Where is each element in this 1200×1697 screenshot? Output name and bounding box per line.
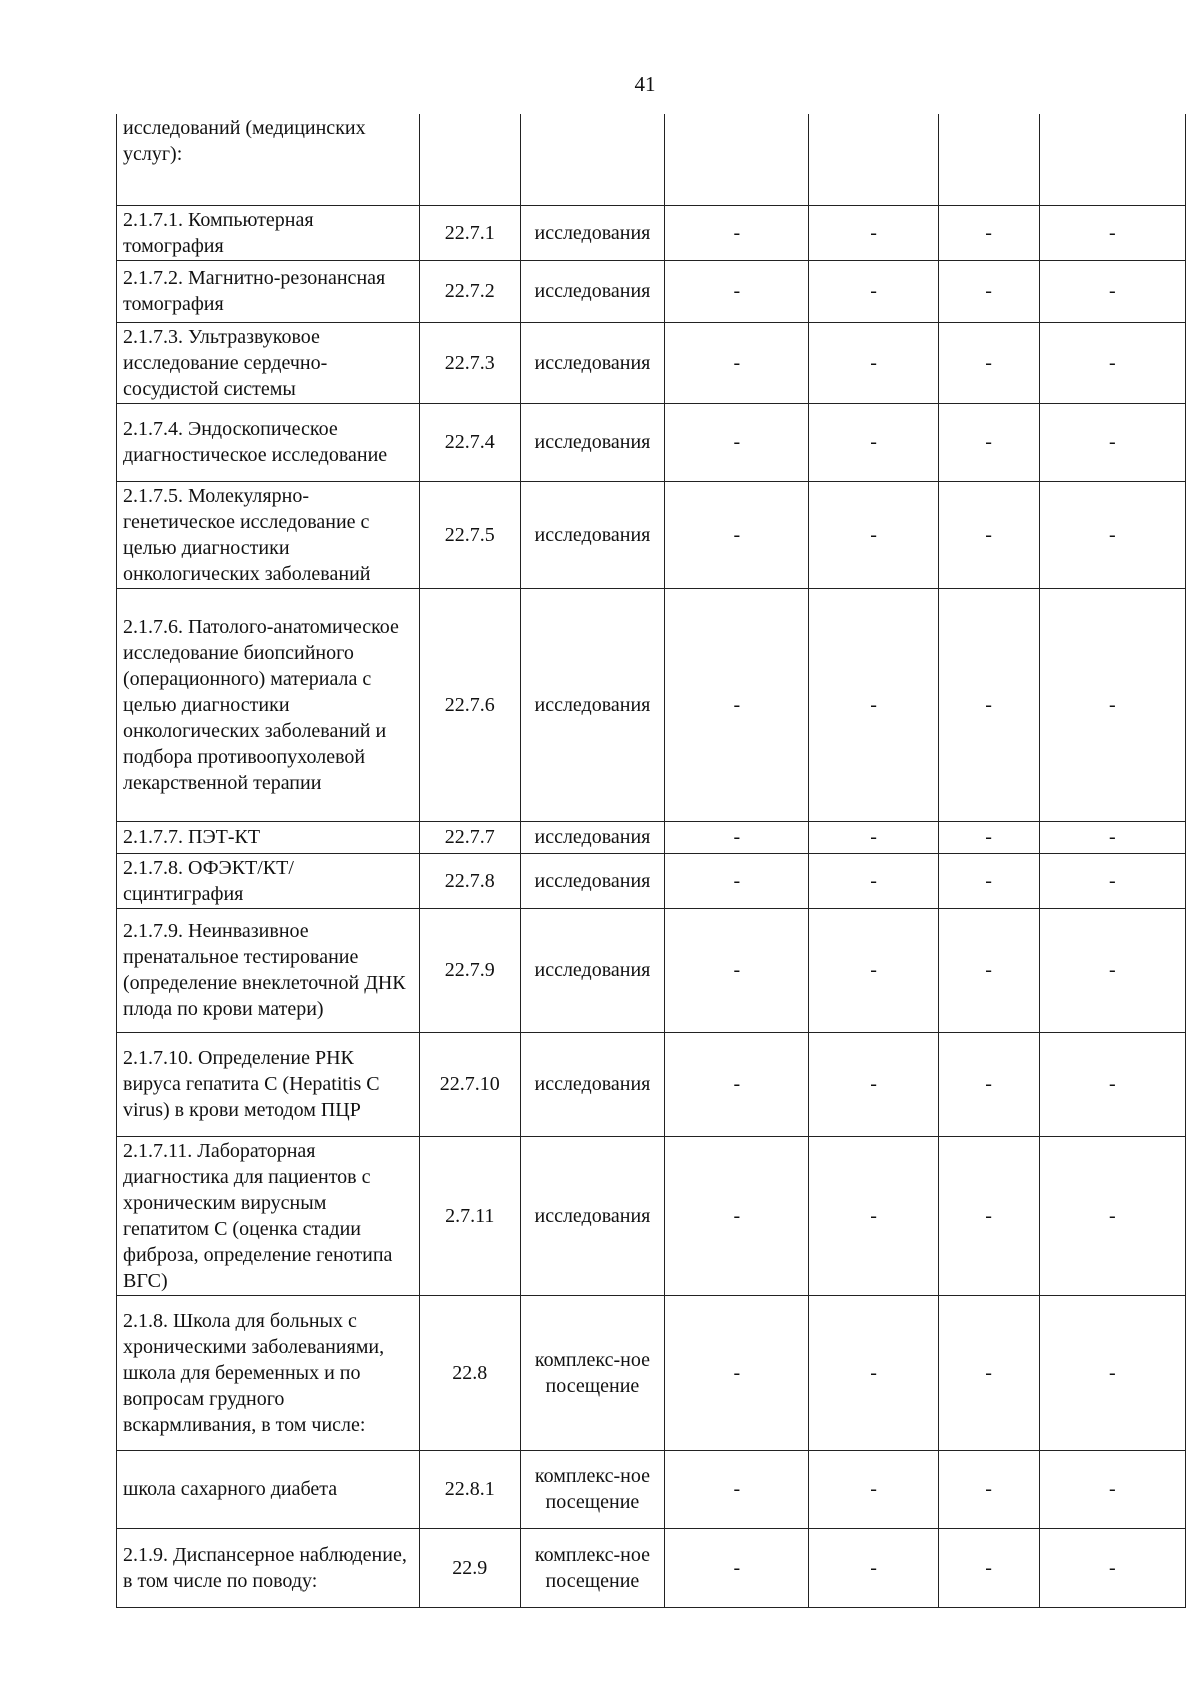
- row-value: -: [1039, 1295, 1185, 1450]
- row-value: -: [665, 908, 809, 1032]
- row-name: 2.1.7.5. Молекулярно-генетическое исследование с целью диагностики онкологических заболеваний: [117, 481, 420, 588]
- table-row: [117, 481, 1186, 588]
- row-code: 22.7.2: [419, 260, 520, 322]
- row-unit: комплекс-ное посещение: [520, 1450, 664, 1528]
- row-code: 22.7.1: [419, 205, 520, 260]
- row-unit: комплекс-ное посещение: [520, 1295, 664, 1450]
- row-code: 2.7.11: [419, 1136, 520, 1295]
- row-code: 22.9: [419, 1528, 520, 1607]
- row-code: 22.7.3: [419, 322, 520, 403]
- row-value: -: [809, 1136, 938, 1295]
- table-row: [117, 1528, 1186, 1607]
- row-unit: исследования: [520, 1136, 664, 1295]
- row-value: -: [1039, 403, 1185, 481]
- row-unit: исследования: [520, 322, 664, 403]
- row-name: 2.1.7.3. Ультразвуковое исследование сердечно-сосудистой системы: [117, 322, 420, 403]
- row-unit: исследования: [520, 588, 664, 821]
- row-unit: [520, 114, 664, 205]
- row-code: 22.7.5: [419, 481, 520, 588]
- row-code: 22.7.9: [419, 908, 520, 1032]
- page-number: 41: [634, 72, 656, 96]
- row-name: 2.1.7.11. Лабораторная диагностика для пациентов с хроническим вирусным гепатитом С (оценка стадии фиброза, определение генотипа ВГС): [117, 1136, 420, 1295]
- row-code: 22.7.7: [419, 821, 520, 853]
- row-value: -: [665, 853, 809, 908]
- row-value: -: [665, 821, 809, 853]
- row-value: -: [665, 481, 809, 588]
- table-row: [117, 588, 1186, 821]
- row-unit: исследования: [520, 260, 664, 322]
- row-value: -: [1039, 481, 1185, 588]
- row-value: -: [938, 1295, 1039, 1450]
- row-code: 22.8: [419, 1295, 520, 1450]
- row-name: 2.1.7.6. Патолого-анатомическое исследование биопсийного (операционного) материала с целью диагностики онкологических заболеваний и подбора противоопухолевой лекарственной терапии: [117, 588, 420, 821]
- row-name: 2.1.7.8. ОФЭКТ/КТ/сцинтиграфия: [117, 853, 420, 908]
- row-value: -: [938, 588, 1039, 821]
- row-value: -: [1039, 821, 1185, 853]
- row-value: -: [665, 1136, 809, 1295]
- row-value: [809, 114, 938, 205]
- row-value: -: [938, 1136, 1039, 1295]
- row-name: 2.1.7.1. Компьютерная томография: [117, 205, 420, 260]
- table-row: [117, 205, 1186, 260]
- row-value: -: [938, 853, 1039, 908]
- row-unit: исследования: [520, 821, 664, 853]
- row-value: -: [809, 1032, 938, 1136]
- row-value: -: [809, 322, 938, 403]
- row-value: -: [1039, 1450, 1185, 1528]
- row-unit: исследования: [520, 908, 664, 1032]
- table-row: [117, 114, 1186, 205]
- row-code: 22.7.8: [419, 853, 520, 908]
- row-unit: комплекс-ное посещение: [520, 1528, 664, 1607]
- row-unit: исследования: [520, 205, 664, 260]
- row-value: -: [809, 821, 938, 853]
- row-value: -: [938, 1032, 1039, 1136]
- table-row: [117, 853, 1186, 908]
- row-value: -: [665, 1032, 809, 1136]
- row-value: -: [938, 205, 1039, 260]
- row-code: 22.8.1: [419, 1450, 520, 1528]
- row-name: исследований (медицинских услуг):: [117, 114, 420, 205]
- table-row: [117, 1450, 1186, 1528]
- row-value: -: [809, 1528, 938, 1607]
- row-value: -: [809, 1295, 938, 1450]
- row-code: 22.7.4: [419, 403, 520, 481]
- data-table: [116, 114, 1186, 1608]
- row-value: -: [938, 403, 1039, 481]
- row-value: -: [665, 403, 809, 481]
- row-code: 22.7.6: [419, 588, 520, 821]
- row-value: [665, 114, 809, 205]
- row-value: -: [665, 205, 809, 260]
- row-value: -: [1039, 205, 1185, 260]
- row-name: 2.1.7.9. Неинвазивное пренатальное тестирование (определение внеклеточной ДНК плода по крови матери): [117, 908, 420, 1032]
- row-value: -: [809, 1450, 938, 1528]
- row-name: школа сахарного диабета: [117, 1450, 420, 1528]
- row-value: [938, 114, 1039, 205]
- row-name: 2.1.7.2. Магнитно-резонансная томография: [117, 260, 420, 322]
- row-value: -: [1039, 853, 1185, 908]
- row-value: -: [665, 1295, 809, 1450]
- row-value: -: [665, 588, 809, 821]
- row-value: -: [1039, 1032, 1185, 1136]
- row-value: -: [809, 205, 938, 260]
- row-value: -: [809, 403, 938, 481]
- table-row: [117, 260, 1186, 322]
- row-value: -: [1039, 260, 1185, 322]
- row-unit: исследования: [520, 1032, 664, 1136]
- row-value: -: [938, 322, 1039, 403]
- row-unit: исследования: [520, 853, 664, 908]
- row-unit: исследования: [520, 403, 664, 481]
- row-value: -: [809, 260, 938, 322]
- row-value: -: [809, 853, 938, 908]
- row-code: 22.7.10: [419, 1032, 520, 1136]
- row-name: 2.1.7.10. Определение РНК вируса гепатита С (Hepatitis C virus) в крови методом ПЦР: [117, 1032, 420, 1136]
- row-value: -: [1039, 322, 1185, 403]
- table-row: [117, 1136, 1186, 1295]
- row-value: -: [809, 908, 938, 1032]
- row-value: -: [1039, 908, 1185, 1032]
- row-value: -: [809, 588, 938, 821]
- row-value: -: [938, 481, 1039, 588]
- row-value: -: [938, 260, 1039, 322]
- row-value: [1039, 114, 1185, 205]
- row-name: 2.1.9. Диспансерное наблюдение, в том числе по поводу:: [117, 1528, 420, 1607]
- row-value: -: [1039, 588, 1185, 821]
- row-value: -: [1039, 1528, 1185, 1607]
- row-value: -: [1039, 1136, 1185, 1295]
- table-row: [117, 1032, 1186, 1136]
- row-value: -: [938, 821, 1039, 853]
- row-value: -: [665, 322, 809, 403]
- table-row: [117, 908, 1186, 1032]
- row-value: -: [938, 1528, 1039, 1607]
- row-value: -: [665, 1450, 809, 1528]
- row-value: -: [665, 260, 809, 322]
- row-value: -: [938, 1450, 1039, 1528]
- table-row: [117, 322, 1186, 403]
- table-row: [117, 1295, 1186, 1450]
- row-name: 2.1.7.4. Эндоскопическое диагностическое исследование: [117, 403, 420, 481]
- table-row: [117, 821, 1186, 853]
- row-unit: исследования: [520, 481, 664, 588]
- table-row: [117, 403, 1186, 481]
- row-value: -: [809, 481, 938, 588]
- row-name: 2.1.8. Школа для больных с хроническими заболеваниями, школа для беременных и по вопросам грудного вскармливания, в том числе:: [117, 1295, 420, 1450]
- row-value: -: [938, 908, 1039, 1032]
- row-code: [419, 114, 520, 205]
- row-name: 2.1.7.7. ПЭТ-КТ: [117, 821, 420, 853]
- row-value: -: [665, 1528, 809, 1607]
